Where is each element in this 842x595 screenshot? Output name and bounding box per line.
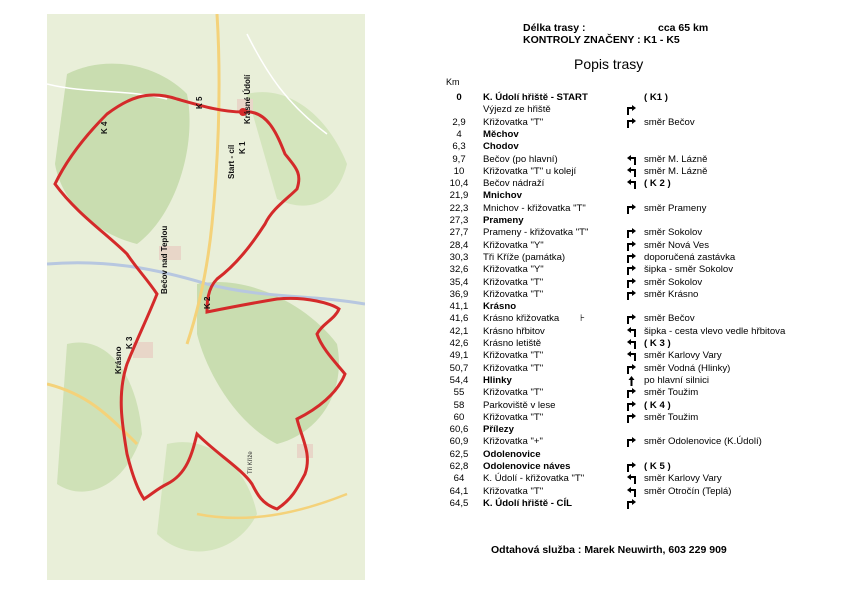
route-note: ( K 3 ) <box>644 338 671 349</box>
map-label-k4: K 4 <box>100 121 109 134</box>
turn-right-arrow-icon <box>626 387 638 399</box>
route-place: Krásno letiště <box>483 338 542 349</box>
route-place: Křižovatka "+" <box>483 436 543 448</box>
route-row <box>0 486 842 498</box>
route-row <box>0 166 842 178</box>
route-row <box>0 141 842 153</box>
route-note: směr Karlovy Vary <box>644 350 722 362</box>
route-note: směr Sokolov <box>644 227 703 239</box>
turn-left-arrow-icon <box>626 154 638 166</box>
turn-left-arrow-icon <box>626 338 638 350</box>
route-note: směr Odolenovice (K.Údolí) <box>644 436 762 448</box>
map-label-krasne-udoli: Krásné Údolí <box>243 74 252 124</box>
route-note: směr M. Lázně <box>644 165 708 177</box>
turn-left-arrow-icon <box>626 486 638 498</box>
route-place: Křižovatka "T" <box>483 362 544 374</box>
route-note: směr Prameny <box>644 202 707 214</box>
route-row <box>0 289 842 301</box>
route-place: Odolenovice náves <box>483 461 571 472</box>
route-place: Křižovatka "T" <box>483 485 544 497</box>
route-row <box>0 178 842 190</box>
route-row <box>0 277 842 289</box>
turn-right-arrow-icon <box>626 412 638 424</box>
route-km: 28,4 <box>449 239 469 251</box>
route-km: 64 <box>453 473 465 485</box>
route-note: doporučená zastávka <box>644 251 736 263</box>
route-row <box>0 338 842 350</box>
turn-right-arrow-icon <box>626 264 638 276</box>
turn-right-arrow-icon <box>626 498 638 510</box>
straight-arrow-icon <box>626 375 638 387</box>
route-km: 60,9 <box>449 436 469 448</box>
route-km: 42,6 <box>449 338 469 349</box>
turn-right-arrow-icon <box>626 277 638 289</box>
route-note: šipka - směr Sokolov <box>644 264 734 276</box>
route-place: K. Údolí - křižovatka "T" <box>483 473 585 485</box>
turn-right-arrow-icon <box>626 289 638 301</box>
route-km: 10 <box>453 165 465 177</box>
route-row <box>0 400 842 412</box>
route-km: 62,5 <box>449 448 469 460</box>
route-note: směr Karlovy Vary <box>644 473 722 485</box>
footer-towing: Odtahová služba : Marek Neuwirth, 603 229 909 <box>491 544 727 556</box>
map-label-start: Start - cíl <box>227 144 236 179</box>
route-row <box>0 129 842 141</box>
map-label-k2: K 2 <box>203 296 212 309</box>
map-label-k5: K 5 <box>195 96 204 109</box>
route-km: 55 <box>453 387 465 399</box>
route-km: 42,1 <box>449 325 469 337</box>
turn-left-arrow-icon <box>626 178 638 190</box>
route-km: 27,3 <box>449 215 469 226</box>
route-row <box>0 326 842 338</box>
route-row <box>0 461 842 473</box>
route-note: směr Krásno <box>644 288 699 300</box>
route-place: Krásno hřbitov <box>483 325 545 337</box>
route-place: Mnichov - křižovatka "T" <box>483 202 586 214</box>
route-km: 60 <box>453 411 465 423</box>
route-place: Tři Kříže (památka) <box>483 251 566 263</box>
route-row <box>0 363 842 375</box>
route-row <box>0 104 842 116</box>
route-row <box>0 190 842 202</box>
route-row <box>0 92 842 104</box>
route-note: ( K1 ) <box>644 92 668 103</box>
route-note: směr Bečov <box>644 116 695 128</box>
turn-right-arrow-icon <box>626 436 638 448</box>
route-km: 64,1 <box>449 485 469 497</box>
route-place: Mnichov <box>483 190 522 202</box>
turn-right-arrow-icon <box>626 227 638 239</box>
map-label-k3: K 3 <box>125 336 134 349</box>
map-label-k1: K 1 <box>238 141 247 154</box>
route-place: Krásno křižovatka <box>483 313 560 325</box>
route-note: ( K 4 ) <box>644 399 671 411</box>
route-km: 22,3 <box>449 202 469 214</box>
route-km: 2,9 <box>452 116 466 128</box>
route-place: Křižovatka "T" <box>483 350 544 362</box>
route-km: 50,7 <box>449 362 469 374</box>
length-value: cca 65 km <box>658 22 709 34</box>
route-note: směr Vodná (Hlinky) <box>644 362 731 374</box>
route-row <box>0 375 842 387</box>
route-place: Prameny - křižovatka "T" <box>483 227 589 239</box>
turn-left-arrow-icon <box>626 326 638 338</box>
turn-right-arrow-icon <box>626 313 638 325</box>
route-km: 0 <box>456 92 462 103</box>
route-km: 49,1 <box>449 350 469 362</box>
route-place: Křižovatka "T" u kolejí <box>483 165 577 177</box>
map-label-krasno: Krásno <box>114 346 123 374</box>
route-row <box>0 264 842 276</box>
route-row <box>0 473 842 485</box>
route-km: 27,7 <box>449 227 469 239</box>
turn-left-arrow-icon <box>626 166 638 178</box>
route-row <box>0 215 842 227</box>
route-note: ( K 5 ) <box>644 461 671 472</box>
route-row <box>0 387 842 399</box>
route-km: 35,4 <box>449 276 469 288</box>
route-place: Křižovatka "Y" <box>483 239 544 251</box>
route-place: Chodov <box>483 141 519 153</box>
route-row <box>0 498 842 510</box>
route-row <box>0 436 842 448</box>
route-place: Hlinky <box>483 374 512 386</box>
route-row <box>0 240 842 252</box>
route-row <box>0 252 842 264</box>
route-km: 32,6 <box>449 264 469 276</box>
route-place: K. Údolí hřiště - CÍL <box>483 497 573 509</box>
route-place: Bečov (po hlavní) <box>483 153 558 165</box>
turn-left-arrow-icon <box>626 350 638 362</box>
length-label: Délka trasy : <box>523 22 586 34</box>
route-place: Krásno <box>483 301 517 313</box>
route-row <box>0 424 842 436</box>
route-place: Křižovatka "T" <box>483 288 544 300</box>
turn-right-arrow-icon <box>626 104 638 116</box>
turn-right-arrow-icon <box>626 400 638 412</box>
route-km: 9,7 <box>452 153 466 165</box>
map-label-tri-krize: Tři Kříže <box>248 451 254 474</box>
turn-right-arrow-icon <box>626 240 638 252</box>
route-place: Výjezd ze hřiště <box>483 104 551 116</box>
route-note: směr Sokolov <box>644 276 703 288</box>
route-place: Měchov <box>483 128 519 140</box>
route-km: 41,1 <box>449 301 469 313</box>
route-row <box>0 412 842 424</box>
route-place: Odolenovice <box>483 448 541 460</box>
route-row <box>0 301 842 313</box>
route-place: K. Údolí hřiště - START <box>483 92 588 103</box>
route-row <box>0 154 842 166</box>
route-place: Parkoviště v lese <box>483 399 556 411</box>
route-note: směr M. Lázně <box>644 153 708 165</box>
route-note: směr Toužim <box>644 411 699 423</box>
route-place: Křižovatka "T" <box>483 387 544 399</box>
route-row <box>0 117 842 129</box>
route-row <box>0 227 842 239</box>
turn-left-arrow-icon <box>626 473 638 485</box>
route-place: Křižovatka "Y" <box>483 264 544 276</box>
route-km: 64,5 <box>449 497 469 509</box>
route-place: Přílezy <box>483 424 514 436</box>
route-km: 10,4 <box>449 178 469 190</box>
page-title: Popis trasy <box>574 56 644 72</box>
route-km: 62,8 <box>449 461 469 472</box>
route-km: 36,9 <box>449 288 469 300</box>
route-km: 21,9 <box>449 190 469 202</box>
route-note: ( K 2 ) <box>644 178 671 190</box>
route-place: Křižovatka "T" <box>483 276 544 288</box>
turn-right-arrow-icon <box>626 461 638 473</box>
route-place: Bečov nádraží <box>483 178 545 190</box>
route-place: Křižovatka "T" <box>483 411 544 423</box>
route-place: Prameny <box>483 215 524 226</box>
controls-info: KONTROLY ZNAČENY : K1 - K5 <box>523 34 680 46</box>
route-row <box>0 449 842 461</box>
route-km: 54,4 <box>449 374 469 386</box>
route-km: 60,6 <box>449 424 469 436</box>
route-place: Křižovatka "T" <box>483 116 544 128</box>
route-km: 6,3 <box>452 141 466 153</box>
turn-right-arrow-icon <box>626 203 638 215</box>
map-label-becov: Bečov nad Teplou <box>160 225 169 294</box>
route-row <box>0 203 842 215</box>
route-note: směr Toužim <box>644 387 699 399</box>
route-note: směr Bečov <box>644 313 695 325</box>
route-km: 30,3 <box>449 251 469 263</box>
route-km: 58 <box>453 399 465 411</box>
route-note: šipka - cesta vlevo vedle hřbitova <box>644 325 786 337</box>
route-row <box>0 350 842 362</box>
route-note: směr Nová Ves <box>644 239 710 251</box>
route-note: po hlavní silnici <box>644 374 710 386</box>
km-header: Km <box>446 77 460 87</box>
route-km: 4 <box>456 128 462 140</box>
route-km: 41,6 <box>449 313 469 325</box>
turn-right-arrow-icon <box>626 252 638 264</box>
route-row <box>0 313 842 325</box>
junction-marker: ⊦ <box>580 313 585 325</box>
turn-right-arrow-icon <box>626 117 638 129</box>
turn-right-arrow-icon <box>626 363 638 375</box>
route-note: směr Otročín (Teplá) <box>644 485 732 497</box>
